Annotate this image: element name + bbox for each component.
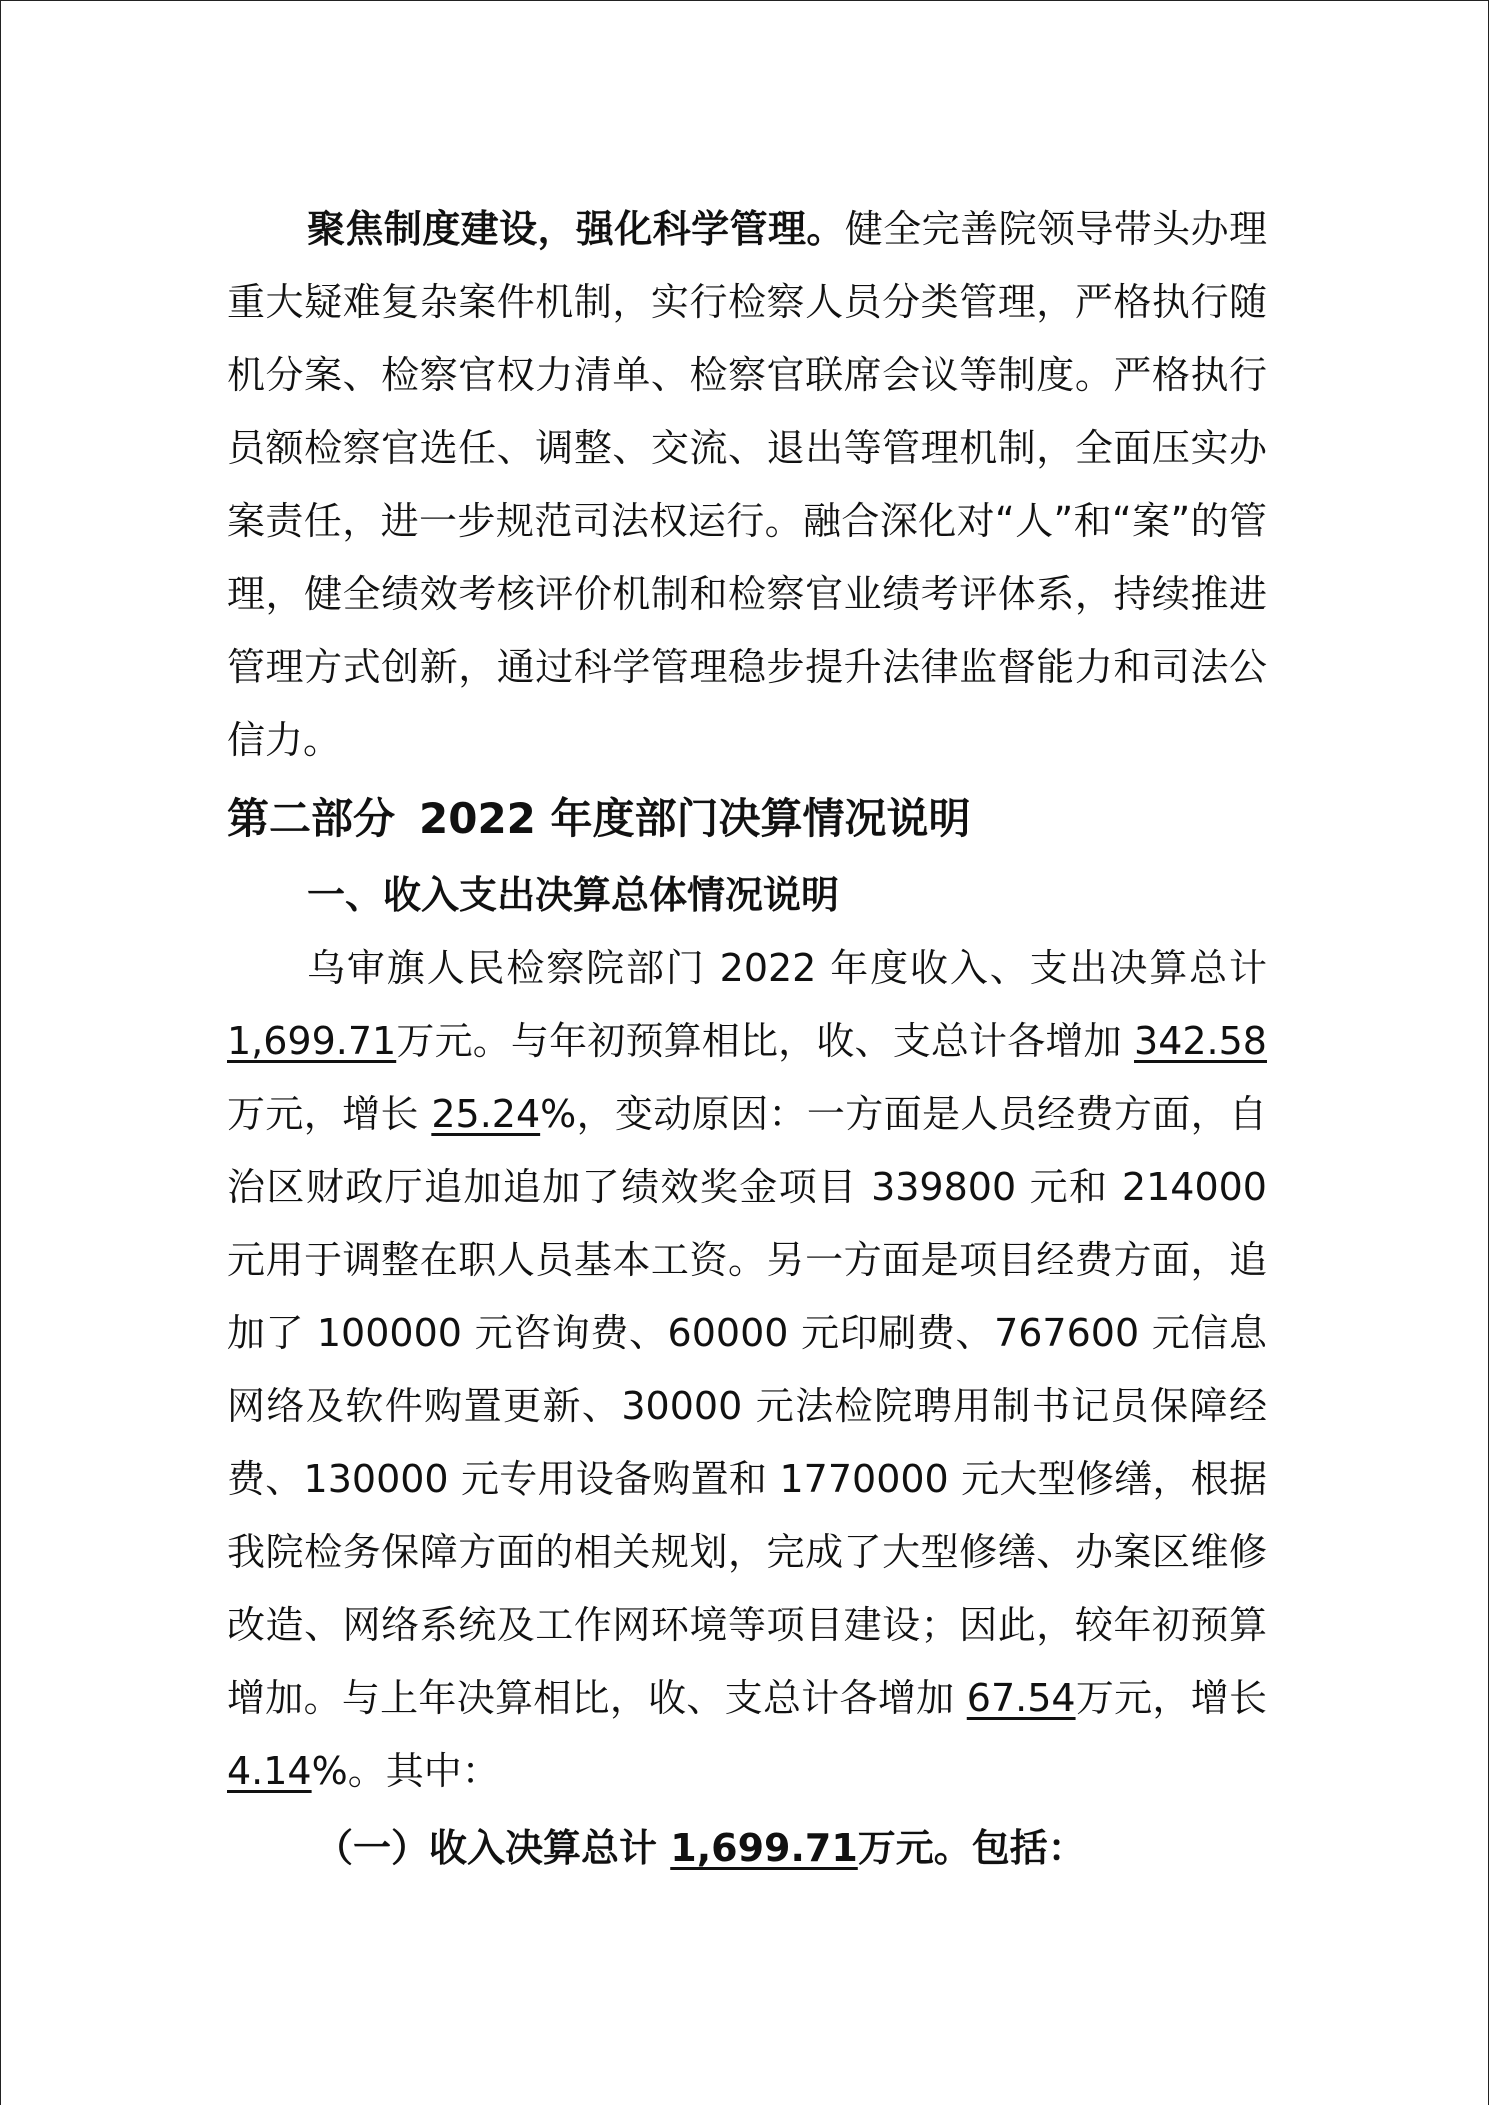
section-title: 2022 年度部门决算情况说明 xyxy=(419,794,971,843)
text-run: 万元。包括： xyxy=(857,1826,1086,1870)
budget-increase-amount: 342.58 xyxy=(1134,1019,1267,1063)
paragraph-text: 健全完善院领导带头办理重大疑难复杂案件机制，实行检察人员分类管理，严格执行随机分案、检察官权力清单、检察官联席会议等制度。严格执行员额检察官选任、调整、交流、退出等管理机制，全面压实办案责任，进一步规范司法权运行。融合深化对“人”和“案”的管理，健全绩效考核评价机制和检察官业绩考评体系，持续推进管理方式创新，通过科学管理稳步提升法律监督能力和司法公信力。 xyxy=(227,207,1267,762)
subsection-heading: 一、收入支出决算总体情况说明 xyxy=(307,873,840,917)
text-run: %，变动原因：一方面是人员经费方面，自治区财政厅追加追加了绩效奖金项目 339800 元和 214000 元用于调整在职人员基本工资。另一方面是项目经费方面，追加了 100000 元咨询费、60000 元印刷费、767600 元信息网络及软件购置更新、30000 元法检院聘用制书记员保障经费、130000 元专用设备购置和 1770000 元大型修缮，根据我院检务保障方面的相关规划，完成了大型修缮、办案区维修改造、网络系统及工作网环境等项目建设；因此，较年初预算增加。与上年决算相比，收、支总计各增加 xyxy=(227,1092,1267,1720)
budget-increase-rate: 25.24 xyxy=(431,1092,541,1136)
total-amount: 1,699.71 xyxy=(227,1019,397,1063)
income-heading xyxy=(227,1812,1267,1885)
text-run: 万元，增长 xyxy=(227,1092,419,1136)
text-run: %。其中： xyxy=(311,1749,500,1793)
paragraph-management xyxy=(227,193,1267,777)
income-total-amount: 1,699.71 xyxy=(670,1826,858,1870)
text-run: 万元。与年初预算相比，收、支总计各增加 xyxy=(396,1019,1122,1063)
section-part-label: 第二部分 xyxy=(227,794,396,843)
prior-year-increase-rate: 4.14 xyxy=(227,1749,312,1793)
section-heading xyxy=(227,779,1267,859)
document-body xyxy=(227,193,1267,1885)
paragraph-lead: 聚焦制度建设，强化科学管理。 xyxy=(307,207,845,251)
text-run: 乌审旗人民检察院部门 2022 年度收入、支出决算总计 xyxy=(307,946,1267,990)
text-run: 万元，增长 xyxy=(1075,1676,1267,1720)
paragraph-summary xyxy=(227,932,1267,1808)
text-run: （一）收入决算总计 xyxy=(315,1826,658,1870)
prior-year-increase-amount: 67.54 xyxy=(966,1676,1076,1720)
